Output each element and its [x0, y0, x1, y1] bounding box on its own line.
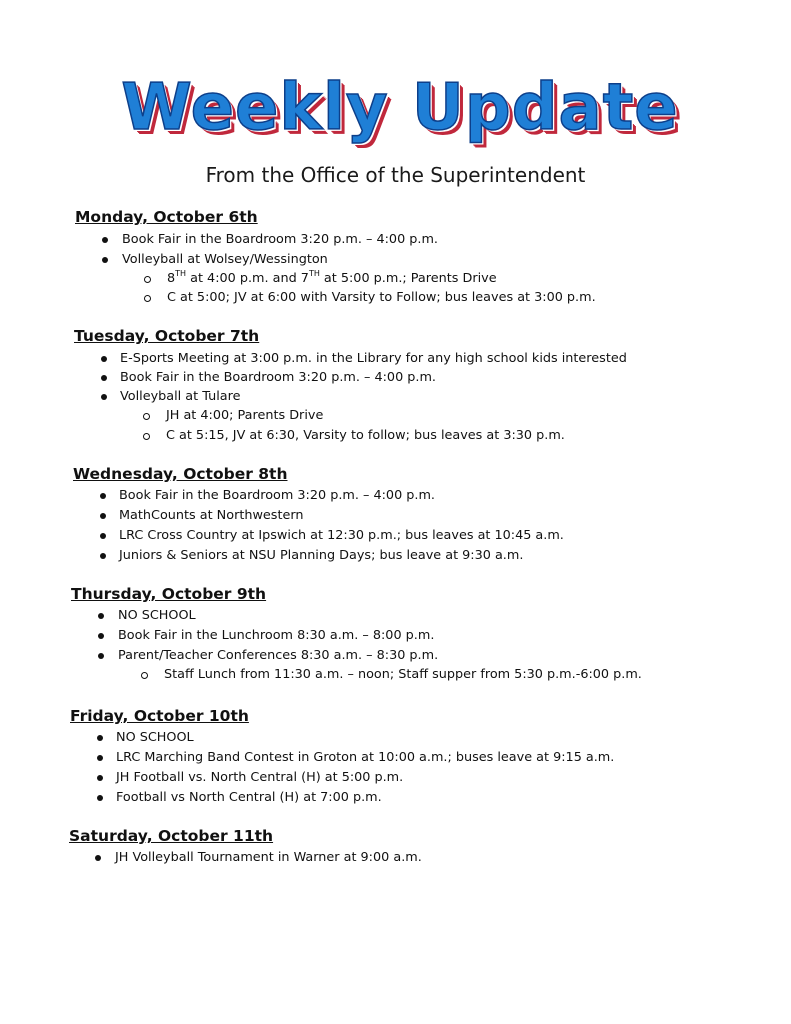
- list-item: Volleyball at Wolsey/Wessington: [122, 252, 328, 267]
- bullet-icon: [95, 855, 101, 861]
- page-subtitle: From the Office of the Superintendent: [205, 163, 586, 187]
- bullet-icon: [100, 493, 106, 499]
- bullet-icon: [100, 513, 106, 519]
- list-item: MathCounts at Northwestern: [119, 508, 304, 523]
- bullet-icon: [97, 735, 103, 741]
- bullet-icon: [101, 394, 107, 400]
- sub-bullet-icon: [144, 295, 151, 302]
- day-heading-monday: Monday, October 6th: [75, 208, 258, 226]
- bullet-icon: [102, 257, 108, 263]
- bullet-icon: [102, 237, 108, 243]
- day-heading-wednesday: Wednesday, October 8th: [73, 465, 288, 483]
- day-heading-saturday: Saturday, October 11th: [69, 827, 274, 845]
- sub-bullet-icon: [143, 413, 150, 420]
- day-heading-thursday: Thursday, October 9th: [71, 585, 267, 603]
- list-item: Book Fair in the Boardroom 3:20 p.m. – 4:00 p.m.: [122, 232, 439, 247]
- bullet-icon: [101, 375, 107, 381]
- list-item: JH Volleyball Tournament in Warner at 9:00 a.m.: [115, 850, 422, 865]
- sub-list-item: JH at 4:00; Parents Drive: [166, 408, 324, 423]
- bullet-icon: [98, 653, 104, 659]
- bullet-icon: [97, 755, 103, 761]
- day-heading-friday: Friday, October 10th: [70, 707, 249, 725]
- list-item: Book Fair in the Lunchroom 8:30 a.m. – 8:00 p.m.: [118, 628, 435, 643]
- list-item: LRC Marching Band Contest in Groton at 10:00 a.m.; buses leave at 9:15 a.m.: [116, 750, 615, 765]
- day-heading-tuesday: Tuesday, October 7th: [74, 327, 260, 345]
- list-item: NO SCHOOL: [116, 730, 194, 745]
- sub-bullet-icon: [143, 433, 150, 440]
- sub-list-item: C at 5:15, JV at 6:30, Varsity to follow; bus leaves at 3:30 p.m.: [166, 428, 565, 443]
- bullet-icon: [97, 795, 103, 801]
- list-item: Book Fair in the Boardroom 3:20 p.m. – 4:00 p.m.: [119, 488, 436, 503]
- list-item: Juniors & Seniors at NSU Planning Days; bus leave at 9:30 a.m.: [119, 548, 524, 563]
- list-item: E-Sports Meeting at 3:00 p.m. in the Library for any high school kids interested: [120, 351, 627, 366]
- list-item: Book Fair in the Boardroom 3:20 p.m. – 4:00 p.m.: [120, 370, 437, 385]
- list-item: LRC Cross Country at Ipswich at 12:30 p.m.; bus leaves at 10:45 a.m.: [119, 528, 564, 543]
- bullet-icon: [101, 356, 107, 362]
- list-item: Parent/Teacher Conferences 8:30 a.m. – 8:30 p.m.: [118, 648, 439, 663]
- bullet-icon: [100, 553, 106, 559]
- list-item: Volleyball at Tulare: [120, 389, 241, 404]
- bullet-icon: [98, 613, 104, 619]
- sub-bullet-icon: [144, 276, 151, 283]
- sub-list-item: Staff Lunch from 11:30 a.m. – noon; Staff supper from 5:30 p.m.-6:00 p.m.: [164, 667, 642, 682]
- list-item: NO SCHOOL: [118, 608, 196, 623]
- banner-title: Weekly Update: [121, 71, 679, 145]
- bullet-icon: [98, 633, 104, 639]
- sub-list-item: C at 5:00; JV at 6:00 with Varsity to Follow; bus leaves at 3:00 p.m.: [167, 290, 596, 305]
- bullet-icon: [97, 775, 103, 781]
- list-item: Football vs North Central (H) at 7:00 p.m.: [116, 790, 382, 805]
- bullet-icon: [100, 533, 106, 539]
- weekly-update-banner: [120, 68, 680, 152]
- sub-bullet-icon: [141, 672, 148, 679]
- list-item: JH Football vs. North Central (H) at 5:00 p.m.: [116, 770, 404, 785]
- sub-list-item: 8TH at 4:00 p.m. and 7TH at 5:00 p.m.; Parents Drive: [167, 269, 497, 286]
